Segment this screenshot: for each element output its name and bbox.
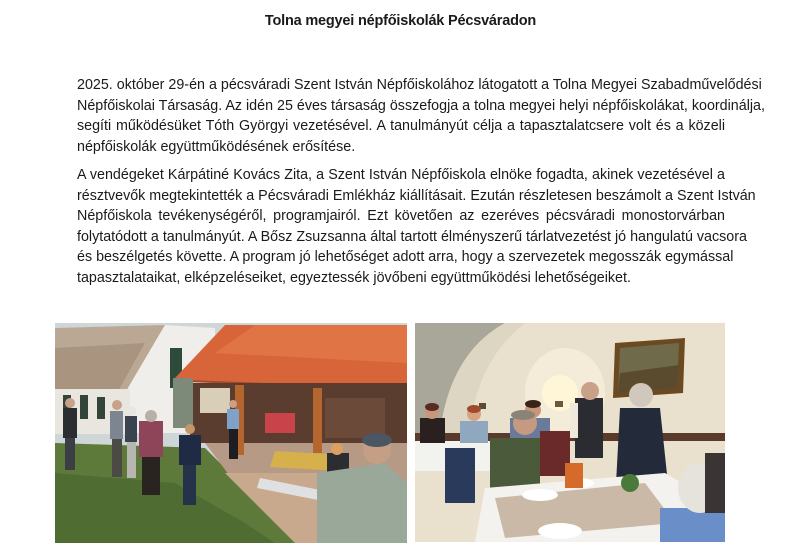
text-line: Népfőiskolai Társaság. Az idén 25 éves társaság összefogja a tolna megyei helyi népfőiskolákat, koordinálja,	[77, 97, 765, 114]
text-line: népfőiskolák együttműködésének erősítése.	[77, 138, 356, 155]
text-line: résztvevők megtekintették a Pécsváradi Emlékház kiállításait. Ezután részletesen beszámolt a Szent István	[77, 187, 756, 204]
paragraph-program	[77, 165, 756, 289]
text-line: és beszélgetés követte. A program jó lehetőséget adott arra, hogy a szervezetek megosszák egymással	[77, 249, 734, 266]
text-line: tapasztalataikat, elképzeléseiket, egyeztessék jövőbeni együttműködési lehetőségeiket.	[77, 269, 631, 286]
text-line: A vendégeket Kárpátiné Kovács Zita, a Szent István Népfőiskola elnöke fogadta, akinek vezetésével a	[77, 167, 725, 183]
text-line: segíti működésüket Tóth Györgyi vezetésével. A tanulmányút célja a tapasztalatcsere volt és a közeli	[77, 118, 725, 135]
text-line: Népfőiskola tevékenységéről, programjairól. Ezt követően az ezeréves pécsváradi monostorvárban	[77, 208, 725, 225]
photo-emlekhaz-courtyard	[55, 323, 407, 543]
page-title: Tolna megyei népfőiskolák Pécsváradon	[264, 13, 537, 29]
dinner-image	[415, 323, 725, 542]
text-line: folytatódott a tanulmányút. A Bősz Zsuzsanna által tartott élményszerű tárlatvezetést jó hangulatú vacsora	[77, 228, 747, 245]
courtyard-image	[55, 323, 407, 543]
paragraph-intro	[77, 75, 765, 157]
text-line: 2025. október 29-én a pécsváradi Szent István Népfőiskolához látogatott a Tolna Megyei Szabadművelődési	[77, 77, 762, 93]
photo-dinner-monostorvar	[415, 323, 725, 542]
